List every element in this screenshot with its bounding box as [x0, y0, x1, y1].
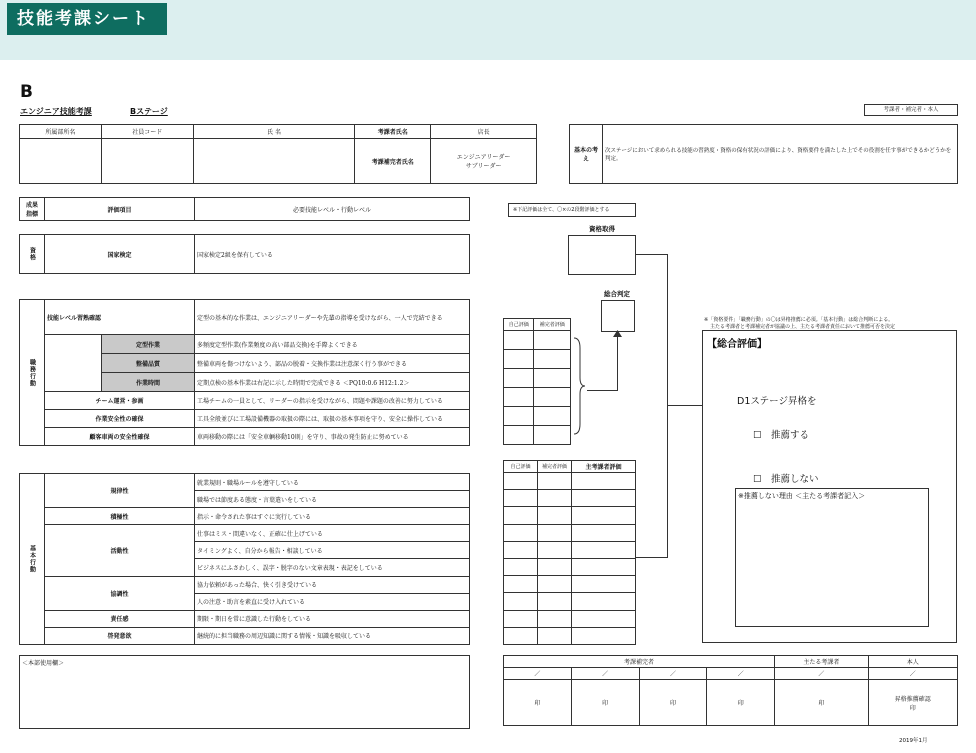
qualification-box-label: 資格取得 — [589, 225, 615, 233]
basic-self-cell[interactable] — [504, 541, 538, 558]
sub-desc-1: 整備車両を傷つけないよう、部品の脱着・交換作業は注意深く行う事ができる — [195, 354, 470, 373]
overall-note-1: ※「資格要件」「職務行動」の〇は昇格推薦に必須。「基本行動」は総合判断による。 — [704, 317, 894, 323]
job-self-cell[interactable] — [504, 331, 534, 350]
leader-label: エンジニアリーダー — [456, 154, 511, 161]
overall-box — [702, 330, 957, 643]
basic-assist-cell[interactable] — [538, 490, 572, 507]
other-item-0: チーム運営・参画 — [45, 392, 195, 410]
basic-desc: 職場では節度ある態度・言葉遣いをしている — [195, 491, 470, 508]
stamp-cell[interactable]: 印 — [571, 680, 639, 726]
stamp-cell[interactable]: 印 — [504, 680, 572, 726]
memo-label: ＜本部使用欄＞ — [22, 660, 65, 667]
col-level: 必要技能レベル・行動レベル — [195, 198, 470, 221]
basic-idea-label: 基本の考え — [570, 125, 603, 184]
basic-self-cell[interactable] — [504, 576, 538, 593]
stamp-cell[interactable]: 印 — [707, 680, 775, 726]
self-stamp-cell[interactable] — [868, 680, 957, 726]
not-recommend-checkbox[interactable]: ☐ 推薦しない — [753, 474, 819, 485]
col-index: 指標 — [25, 211, 38, 218]
basic-main-cell[interactable] — [572, 610, 636, 627]
job-self-cell[interactable] — [504, 426, 534, 445]
reason-label: ※推薦しない理由 ＜主たる考課者記入＞ — [738, 492, 866, 500]
other-item-2: 顧客車両の安全性確保 — [45, 428, 195, 446]
info-table — [19, 124, 537, 184]
basic-self-cell[interactable] — [504, 524, 538, 541]
qualification-table — [19, 234, 470, 274]
job-self-cell[interactable] — [504, 388, 534, 407]
date-slash: ／ — [504, 668, 572, 680]
memo-box[interactable] — [19, 655, 470, 729]
basic-main-cell[interactable] — [572, 507, 636, 524]
basic-self-head: 自己評価 — [504, 461, 538, 473]
job-assist-cell[interactable] — [534, 369, 571, 388]
job-behavior-section: 職務行動 — [20, 300, 45, 446]
basic-main-cell[interactable] — [572, 627, 636, 644]
other-desc-0: 工場チームの一員として、リーダーの指示を受けながら、問題や課題の改善に努力している — [195, 392, 470, 410]
job-assist-cell[interactable] — [534, 388, 571, 407]
basic-main-cell[interactable] — [572, 558, 636, 575]
date-slash: ／ — [707, 668, 775, 680]
basic-assist-cell[interactable] — [538, 524, 572, 541]
other-desc-2: 車両移動の際には「安全車輌移動10則」を守り、事故の発生防止に努めている — [195, 428, 470, 446]
vertical-connector — [667, 254, 668, 558]
basic-assist-cell[interactable] — [538, 610, 572, 627]
basic-desc: 人の注意・助言を素直に受け入れている — [195, 593, 470, 610]
job-assist-cell[interactable] — [534, 407, 571, 426]
sheet-area — [0, 60, 976, 753]
job-self-eval-table — [503, 318, 571, 445]
basic-self-cell[interactable] — [504, 473, 538, 490]
qual-connector — [636, 254, 668, 255]
assistant-label: 考課補完者氏名 — [355, 139, 431, 184]
basic-main-cell[interactable] — [572, 541, 636, 558]
basic-item-2: 活動性 — [45, 525, 195, 576]
sub-item-1: 整備品質 — [102, 354, 195, 373]
date-slash: ／ — [868, 668, 957, 680]
basic-item-3: 協調性 — [45, 576, 195, 610]
basic-self-eval-table — [503, 460, 636, 645]
qualification-box[interactable] — [568, 235, 636, 275]
code-field[interactable] — [101, 139, 193, 184]
name-field[interactable] — [193, 139, 355, 184]
sub-item-2: 作業時間 — [102, 373, 195, 392]
dept-label: 所属部所名 — [20, 125, 102, 139]
signature-table — [503, 655, 958, 726]
sub-item-0: 定型作業 — [102, 335, 195, 354]
footer-date: 2019年1月 — [899, 738, 928, 744]
qualification-desc: 国家検定2級を保有している — [195, 235, 470, 274]
recommend-checkbox[interactable]: ☐ 推薦する — [753, 430, 810, 441]
date-slash: ／ — [639, 668, 707, 680]
job-assist-cell[interactable] — [534, 331, 571, 350]
assistants-head: 考課補完者 — [504, 656, 775, 668]
basic-connector — [636, 557, 668, 558]
job-self-cell[interactable] — [504, 407, 534, 426]
evaluator-label: 考課者氏名 — [355, 125, 431, 139]
basic-desc: 仕事はミス・間違いなく、正確に仕上げている — [195, 525, 470, 542]
self-stamp-mark: 印 — [909, 704, 916, 712]
arrow-up-icon — [613, 330, 622, 337]
date-slash: ／ — [775, 668, 868, 680]
basic-main-cell[interactable] — [572, 473, 636, 490]
topright-label: 考課者・補完者・本人 — [864, 104, 958, 116]
basic-assist-cell[interactable] — [538, 541, 572, 558]
basic-main-cell[interactable] — [572, 576, 636, 593]
promotion-text: D1ステージ昇格を — [737, 396, 817, 407]
stamp-cell[interactable]: 印 — [639, 680, 707, 726]
job-self-cell[interactable] — [504, 369, 534, 388]
basic-main-head: 主考課者評価 — [572, 461, 636, 473]
brace-connector — [587, 390, 618, 391]
basic-assist-cell[interactable] — [538, 473, 572, 490]
basic-desc: タイミングよく、自分から報告・相談している — [195, 542, 470, 559]
stage-label: Bステージ — [130, 107, 168, 116]
judge-label: 総合判定 — [604, 290, 630, 298]
basic-desc: 期限・期日を常に意識した行動をしている — [195, 610, 470, 627]
basic-item-4: 責任感 — [45, 610, 195, 627]
basic-self-cell[interactable] — [504, 627, 538, 644]
main-head: 主たる考課者 — [775, 656, 868, 668]
other-desc-1: 工具全般並びに工場設備機器の取扱の際には、取扱の基本事項を守り、安全に操作している — [195, 410, 470, 428]
basic-self-cell[interactable] — [504, 558, 538, 575]
basic-behavior-table — [19, 473, 470, 645]
page-title: 技能考課シート — [7, 3, 167, 35]
basic-desc: 就業規則・職場ルールを遵守している — [195, 474, 470, 491]
stamp-cell[interactable]: 印 — [775, 680, 868, 726]
sub-desc-0: 多頻度定型作業(作業頻度の高い部品交換)を手際よくできる — [195, 335, 470, 354]
basic-desc: 協力依頼があった場合、快く引き受けている — [195, 576, 470, 593]
name-label: 氏 名 — [193, 125, 355, 139]
basic-idea-table — [569, 124, 958, 184]
skill-main: 技能レベル習熟確認 — [45, 300, 195, 335]
basic-assist-cell[interactable] — [538, 627, 572, 644]
basic-self-cell[interactable] — [504, 490, 538, 507]
basic-assist-cell[interactable] — [538, 558, 572, 575]
basic-idea-text: 次ステージにおいて求められる技能の習熟度・資格の保有状況の評価により、資格要件を満たした上でその役割を任す事ができるかどうかを判定。 — [603, 125, 958, 184]
basic-assist-cell[interactable] — [538, 507, 572, 524]
brace-icon — [572, 336, 586, 436]
basic-self-cell[interactable] — [504, 610, 538, 627]
judge-connector — [617, 332, 618, 391]
basic-self-cell[interactable] — [504, 593, 538, 610]
code-label: 社員コード — [101, 125, 193, 139]
basic-item-5: 啓発意欲 — [45, 627, 195, 644]
overall-note-2: 主たる考課者と考課補完者が協議の上、主たる考課者責任において推薦可否を決定 — [710, 324, 896, 330]
col-result: 成果 — [25, 202, 38, 209]
manager-label: 店長 — [431, 125, 537, 139]
sub-desc-2: 定期点検の基本作業は右記に示した時間で完成できる ＜PQ10:0.6 H12:1.2＞ — [195, 373, 470, 392]
basic-main-cell[interactable] — [572, 524, 636, 541]
other-item-1: 作業安全性の確保 — [45, 410, 195, 428]
basic-main-cell[interactable] — [572, 490, 636, 507]
job-self-head: 自己評価 — [504, 319, 534, 331]
overall-connector — [667, 405, 702, 406]
job-assist-head: 補完者評価 — [534, 319, 571, 331]
basic-assist-cell[interactable] — [538, 593, 572, 610]
basic-self-cell[interactable] — [504, 507, 538, 524]
date-slash: ／ — [571, 668, 639, 680]
basic-assist-head: 補完者評価 — [538, 461, 572, 473]
qualification-section: 資格 — [20, 235, 45, 274]
job-assist-cell[interactable] — [534, 350, 571, 369]
eval-note: ※下記評価は全て、〇×の2段階評価とする — [508, 203, 636, 217]
subleader-label: サブリーダー — [465, 163, 502, 170]
basic-item-0: 規律性 — [45, 474, 195, 508]
judge-box[interactable] — [601, 300, 635, 332]
col-item: 評価項目 — [45, 198, 195, 221]
stage-letter: B — [20, 82, 33, 102]
criteria-header — [19, 197, 470, 221]
basic-desc: 指示・命令された事はすぐに実行している — [195, 508, 470, 525]
job-behavior-table — [19, 299, 470, 446]
sheet-subtitle: エンジニア技能考課 — [20, 107, 92, 116]
self-head: 本人 — [868, 656, 957, 668]
basic-main-cell[interactable] — [572, 593, 636, 610]
job-assist-cell[interactable] — [534, 426, 571, 445]
basic-desc: 継続的に担当職務の周辺知識に関する情報・知識を吸収している — [195, 627, 470, 644]
self-stamp-label: 昇格推薦確認 — [894, 695, 931, 703]
dept-field[interactable] — [20, 139, 102, 184]
basic-behavior-section: 基本行動 — [20, 474, 45, 645]
basic-desc: ビジネスにふさわしく、誤字・脱字のない文章表現・表記をしている — [195, 559, 470, 576]
overall-title: 【総合評価】 — [707, 339, 767, 350]
qualification-item: 国家検定 — [45, 235, 195, 274]
reason-field[interactable] — [735, 488, 929, 627]
skill-main-desc: 定型の基本的な作業は、エンジニアリーダーや先輩の指導を受けながら、一人で完結できる — [195, 300, 470, 335]
job-self-cell[interactable] — [504, 350, 534, 369]
basic-item-1: 積極性 — [45, 508, 195, 525]
basic-assist-cell[interactable] — [538, 576, 572, 593]
